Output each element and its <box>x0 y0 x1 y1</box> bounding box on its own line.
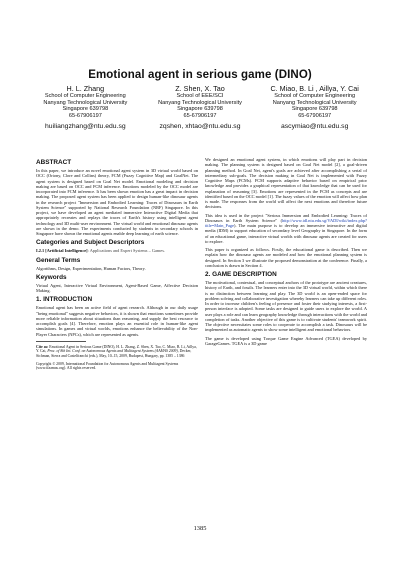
author-affiliation: Nanyang Technological University <box>272 99 357 106</box>
cite-text-1: Emotional Agent in Serious Game (DINO), H. L. Zhang, Z. Shen, X. Tao, C. Miao, B. Li, Aillya, Y. Cai, <box>36 344 197 354</box>
introduction-heading: 1. INTRODUCTION <box>36 296 93 304</box>
keywords-text: Virtual Agent, Interactive Virtual Environment, Agent-Based Game, Affective Decision Making. <box>36 282 198 293</box>
categories-text <box>36 248 198 253</box>
page-number: 1385 <box>193 525 207 532</box>
categories-heading: Categories and Subject Descriptors <box>36 239 145 247</box>
author-1 <box>28 84 143 131</box>
cite-as-note <box>36 345 198 359</box>
paper-title: Emotional agent in serious game (DINO) <box>88 69 312 81</box>
body-paragraph-5: The game is developed using Torque Game Engine Advanced (TGEA) developed by GarageGames. TGEA is a 3D game <box>205 335 367 346</box>
categories-body: : Applications and Expert Systems – Games. <box>87 248 165 254</box>
author-email: zqshen, xhtao@ntu.edu.sg <box>159 123 241 131</box>
author-affiliation: 65-67906197 <box>183 112 217 119</box>
author-affiliation: Singapore 639798 <box>291 106 338 113</box>
project-wiki-link[interactable]: http://www.idl.ntu.edu.sg/VADI/wiki/index.php?title=Main_Page <box>205 217 367 228</box>
author-affiliation: Nanyang Technological University <box>43 99 128 106</box>
p2-start: This idea is used in the project "Serious Immersion and Embodied Learning: Traces of Dinosaurs in Earth System Science" ( <box>205 212 367 223</box>
abstract-heading: ABSTRACT <box>36 159 72 166</box>
author-affiliation: School of Computer Engineering <box>274 93 356 99</box>
copyright-note: Copyright © 2009, International Foundation for Autonomous Agents and Multiagent Systems (www.ifaamas.org). All rights reserved. <box>36 361 179 371</box>
right-column <box>205 157 367 349</box>
cite-venue: Proc. of 8th Int. Conf. on Autonomous Agents and Multiagent Systems (AAMAS 2009) <box>47 349 178 354</box>
cite-text-2: , Decker, Sichman, Sierra and Castelfranchi (eds.), May, 10–15, 2009, Budapest, Hungary, pp. 1385 – 1386 <box>36 349 192 358</box>
author-block <box>28 84 372 131</box>
body-paragraph-3: This paper is organized as follows. Firstly, the educational game is described. Then we explain how the dinosaur agents are modeled and how the emotional planning system is designed. In Section 3 we illustrate the proposed demonstration at the conference. Finally, a conclusion is drawn in Section 4. <box>205 247 367 268</box>
introduction-text: Emotional agent has been an active field of agent research. Although in our daily usage "being emotional" suggests negative behaviors, it is shown that emotions sometimes provide more reliable information about situations than reasoning, and supply the best resource to accomplish goals [4]. Therefore, emotion plays an essential role in human-like agent simulations. In games and virtual worlds, emotions enhance the believability of the Non-Player Characters (NPCs), which are represented as agents. <box>36 305 198 337</box>
cite-lead: Cite as: <box>36 344 49 349</box>
author-name: H. L. Zhang <box>66 84 105 93</box>
author-email: huiliangzhang@ntu.edu.sg <box>45 123 126 131</box>
author-3 <box>257 84 372 131</box>
author-affiliation: School of Computer Engineering <box>44 93 126 99</box>
author-email: ascymiao@ntu.edu.sg <box>281 123 349 131</box>
abstract-text: In this paper, we introduce an novel emotional agent system in 3D virtual world based on OCC (Ortony, Clore and Collins) theory, FCM (Fuzzy Cognitive Map) and GoalNet. The agent system is designed based on Goal Net model. Emotional modeling and decision making are based on OCC and FCM inference. Emotions modeled by the OCC model are incorporated into FCM inference. It has been shown emotion has a great impact in decision making. The proposed agent system has been applied to design human-like dinosaur agents in the research project "Immersion and Embodied Learning: Traces of Dinosaurs in Earth System Science" supported by National Research Foundation (NRF) Singapore. In this project, we have developed an agent mediated immersive Interactive Digital Media that appropriately recreates and replays the traces of Earth's history using intelligent agent technology and 3D multi-user environment. The virtual world and emotional dinosaur agents are shown in the demo. The experiments conducted by students in secondary schools in Singapore have shown the emotional agents enable deep learning of earth science. <box>36 168 198 236</box>
author-2 <box>143 84 258 131</box>
body-paragraph-4: The motivational, contextual, and conceptual anchors of the prototype are ancient creatures, history of Earth, and fossils. The learners enter into the 3D virtual world, within which there is no distinction between learning and play. The 3D world is an open-ended space for problem solving and collaborative investigation whereby learners can take up different roles. In order to increase children's feeling of presence and foster their studying interests, a first-person interface is adopted. Some tasks are designed to guide users to explore the world. A user plays a role and can learn geography knowledge through interactions with the world and completion of tasks. Another objective of this game is to cultivate students' teamwork spirit. The objective necessitates some roles to cooperate to accomplish a task. Dinosaurs will be implemented as automatic agents to show some intelligent and emotional behaviors. <box>205 280 367 333</box>
author-affiliation: Nanyang Technological University <box>158 99 242 106</box>
keywords-heading: Keywords <box>36 273 67 281</box>
game-description-heading: 2. GAME DESCRIPTION <box>205 271 277 278</box>
author-affiliation: 65-67906197 <box>298 112 332 119</box>
general-terms-heading: General Terms <box>36 256 81 264</box>
author-affiliation: Singapore 639798 <box>177 106 223 113</box>
author-affiliation: School of EEE/SCI <box>176 93 224 99</box>
author-affiliation: 65-67906197 <box>68 112 102 119</box>
author-affiliation: Singapore 639798 <box>62 106 109 113</box>
body-paragraph-2 <box>205 213 367 245</box>
footnote-rule <box>36 341 86 342</box>
author-name: Z. Shen, X. Tao <box>175 84 225 93</box>
categories-lead: I.2.1 [Artificial Intelligence] <box>36 248 88 254</box>
author-name: C. Miao, B. Li , Aillya, Y. Cai <box>270 84 359 93</box>
body-paragraph-1: We designed an emotional agent system, in which emotions will play part in decision making. The planning system is designed based on Goal Net model [2], a goal-driven planning method. In Goal Net, agent's goals are achieved after accomplishing a serial of intermediary sub-goals. The decision making in Goal Net is implemented with Fuzzy Cognitive Maps (FCMs). FCM supports adaptive behavior based on empirical prior knowledge and provides a graphical representation of that knowledge that can be used for explanation of reasoning [3]. Emotions are represented in the FCM as concepts and are identified based on the OCC model [1]. The fuzzy values of the emotion will affect how plan is made. The responses from the world will affect the next emotions and therefore future decisions. <box>205 157 367 210</box>
p2-end: ). The main purpose is to develop an immersive interactive and digital media (IDM) to support education of secondary level Geography in Singapore. In the form of an educational game, interactive virtual worlds with dinosaur agents are created for users to explore. <box>205 223 367 244</box>
general-terms-text: Algorithms, Design, Experimentation, Human Factors, Theory. <box>36 265 146 271</box>
left-column <box>36 157 198 371</box>
